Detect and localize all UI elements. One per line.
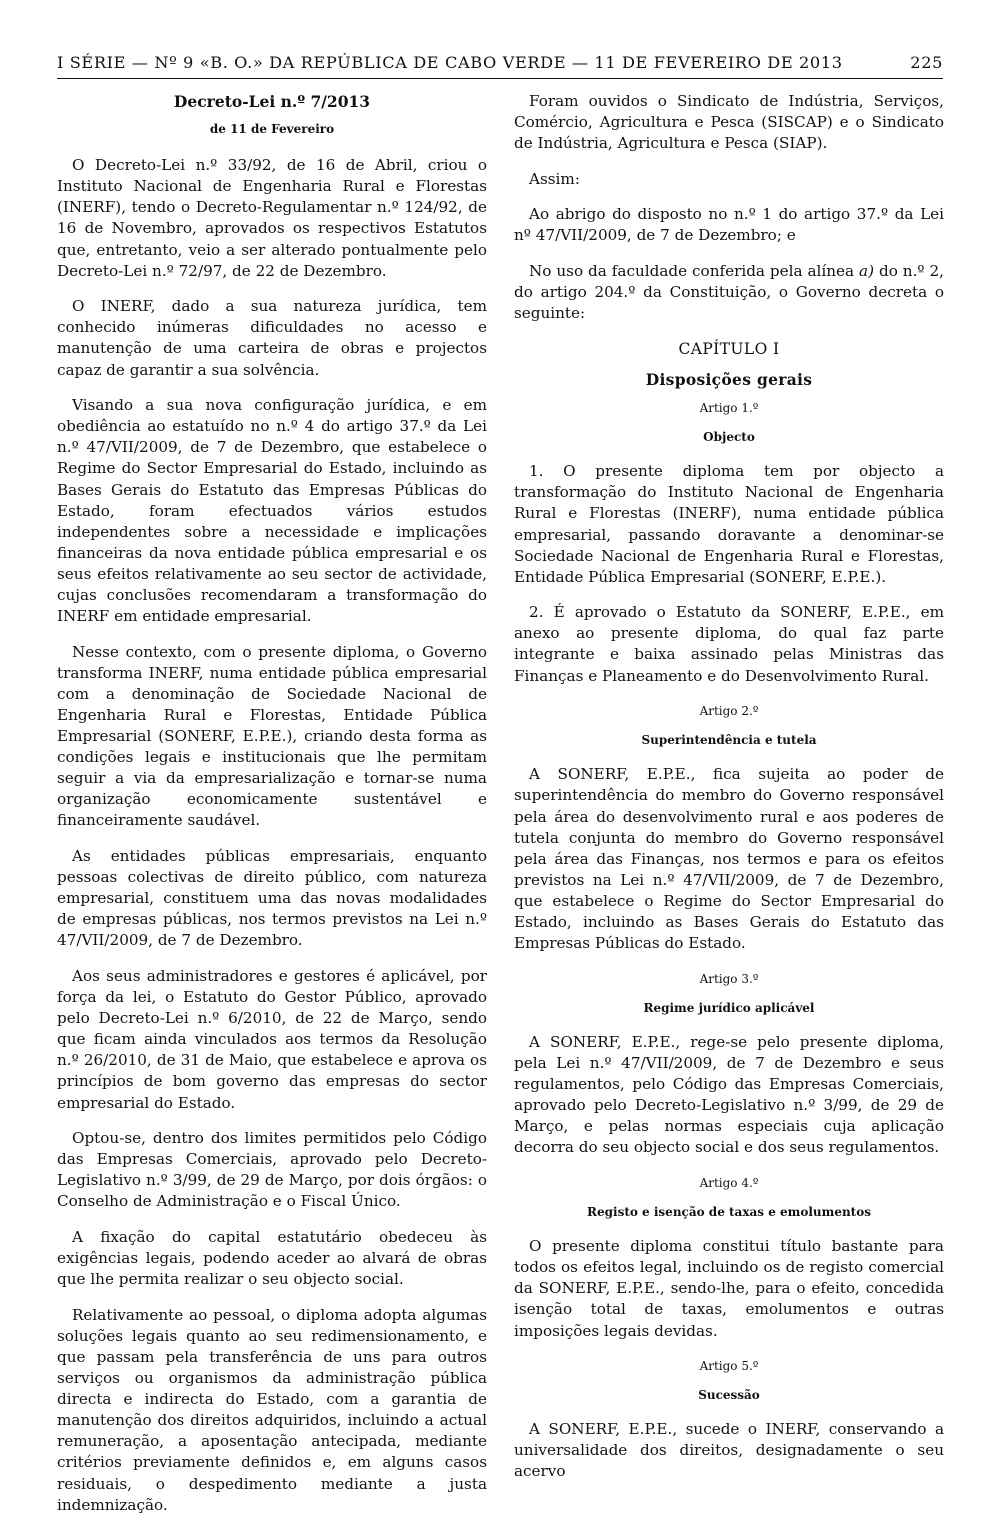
article-paragraph: A SONERF, E.P.E., fica sujeita ao poder de superintendência do membro do Governo responsável pela área do desenvolvimento rural e aos poderes de tutela conjunta do membro do Governo responsável pela área das Finanças, nos termos e para os efeitos previstos na Lei n.º 47/VII/2009, de 7 de Dezembro, que estabelece o Regime do Sector Empresarial do Estado, incluindo as Bases Gerais do Estatuto das Empresas Públicas do Estado. xyxy=(514,765,944,953)
article-paragraph: 1. O presente diploma tem por objecto a transformação do Instituto Nacional de Engenharia Rural e Florestas (INERF), numa entidade pública empresarial, passando doravante a denominar-se Sociedade Nacional de Engenharia Rural e Florestas, Entidade Pública Empresarial (SONERF, E.P.E.). xyxy=(514,462,944,586)
article-paragraph: A SONERF, E.P.E., rege-se pelo presente diploma, pela Lei n.º 47/VII/2009, de 7 de Dezembro e seus regulamentos, pelo Código das Empresas Comerciais, aprovado pelo Decreto-Legislativo n.º 3/99, de 29 de Março, e pelas normas especiais cuja aplicação decorra do seu objecto social e dos seus regulamentos. xyxy=(514,1032,944,1157)
article-title: Objecto xyxy=(703,430,755,445)
chapter-heading: CAPÍTULO I xyxy=(678,339,780,358)
uso-text-after: do n.º 2, do artigo 204.º da Constituição, o Governo decreta o seguinte: xyxy=(514,262,944,323)
article-label: Artigo 5.º xyxy=(699,1359,759,1374)
article-paragraph: A SONERF, E.P.E., sucede o INERF, conservando a universalidade dos direitos, designadamente o seu acervo xyxy=(514,1420,944,1481)
preamble-paragraph: O INERF, dado a sua natureza jurídica, tem conhecido inúmeras dificuldades no acesso e manutenção de uma carteira de obras e projectos capaz de garantir a sua solvência. xyxy=(57,297,487,379)
article-title: Sucessão xyxy=(698,1388,760,1403)
preamble-paragraph: Aos seus administradores e gestores é aplicável, por força da lei, o Estatuto do Gestor Público, aprovado pelo Decreto-Lei n.º 6/2010, de 22 de Março, sendo que ficam ainda vinculados aos termos da Resolução n.º 26/2010, de 31 de Maio, que estabelece e aprova os princípios de bom governo das empresas do sector empresarial do Estado. xyxy=(57,966,487,1112)
intro-paragraph-uso xyxy=(514,261,944,324)
article-label: Artigo 3.º xyxy=(699,971,759,986)
intro-paragraph: Foram ouvidos o Sindicato de Indústria, Serviços, Comércio, Agricultura e Pesca (SISCAP) e o Sindicato de Indústria, Agricultura e Pesca (SIAP). xyxy=(514,92,944,153)
preamble-paragraph: A fixação do capital estatutário obedeceu às exigências legais, podendo aceder ao alvará de obras que lhe permita realizar o seu objecto social. xyxy=(57,1228,487,1289)
uso-text-before: No uso da faculdade conferida pela alínea xyxy=(529,262,860,281)
article-label: Artigo 1.º xyxy=(699,401,759,416)
article-label: Artigo 2.º xyxy=(699,704,759,719)
decree-title: Decreto-Lei n.º 7/2013 xyxy=(173,92,371,111)
preamble-paragraph: Visando a sua nova configuração jurídica, e em obediência ao estatuído no n.º 4 do artigo 37.º da Lei n.º 47/VII/2009, de 7 de Dezembro, que estabelece o Regime do Sector Empresarial do Estado, incluindo as Bases Gerais do Estatuto das Empresas Públicas do Estado, foram efectuados vários estudos independentes sobre a necessidade e implicações financeiras da nova entidade pública empresarial e os seus efeitos relativamente ao seu sector de actividade, cujas conclusões recomendaram a transformação do INERF em entidade empresarial. xyxy=(57,396,487,626)
decree-date: de 11 de Fevereiro xyxy=(209,122,335,137)
article-title: Registo e isenção de taxas e emolumentos xyxy=(587,1205,871,1220)
left-column xyxy=(57,91,487,1530)
preamble-paragraph: O Decreto-Lei n.º 33/92, de 16 de Abril, criou o Instituto Nacional de Engenharia Rural e Florestas (INERF), tendo o Decreto-Regulamentar n.º 124/92, de 16 de Novembro, aprovados os respectivos Estatutos que, entretanto, veio a ser alterado pontualmente pelo Decreto-Lei n.º 72/97, de 22 de Dezembro. xyxy=(57,156,487,280)
preamble-paragraph: Relativamente ao pessoal, o diploma adopta algumas soluções legais quanto ao seu redimensionamento, e que passam pela transferência de uns para outros serviços ou organismos da administração pública directa e indirecta do Estado, com a garantia de manutenção dos direitos adquiridos, incluindo a actual remuneração, a aposentação antecipada, mediante critérios previamente definidos e, em alguns casos residuais, o despedimento mediante a justa indemnização. xyxy=(57,1305,487,1514)
page-header xyxy=(57,50,943,79)
article-paragraph: O presente diploma constitui título bastante para todos os efeitos legal, incluindo os de registo comercial da SONERF, E.P.E., sendo-lhe, para o efeito, concedida isenção total de taxas, emolumentos e outras imposições legais devidas. xyxy=(514,1237,944,1340)
article-title: Superintendência e tutela xyxy=(641,733,817,748)
page-number: 225 xyxy=(910,53,943,72)
intro-paragraph: Assim: xyxy=(529,169,580,188)
intro-paragraph: Ao abrigo do disposto no n.º 1 do artigo 37.º da Lei nº 47/VII/2009, de 7 de Dezembro; e xyxy=(514,205,944,245)
preamble-paragraph: Optou-se, dentro dos limites permitidos pelo Código das Empresas Comerciais, aprovado pelo Decreto-Legislativo n.º 3/99, de 29 de Março, por dois órgãos: o Conselho de Administração e o Fiscal Único. xyxy=(57,1129,487,1211)
uso-text-italic: a) xyxy=(859,262,875,281)
preamble-paragraph: Nesse contexto, com o presente diploma, o Governo transforma INERF, numa entidade pública empresarial com a denominação de Sociedade Nacional de Engenharia Rural e Florestas, Entidade Pública Empresarial (SONERF, E.P.E.), criando desta forma as condições legais e institucionais que lhe permitam seguir a via da empresarialização e tornar-se numa organização economicamente sustentável e financeiramente saudável. xyxy=(57,642,487,830)
article-label: Artigo 4.º xyxy=(699,1175,759,1190)
preamble-paragraph: As entidades públicas empresariais, enquanto pessoas colectivas de direito público, com natureza empresarial, constituem uma das novas modalidades de empresas públicas, nos termos previstos na Lei n.º 47/VII/2009, de 7 de Dezembro. xyxy=(57,847,487,950)
section-heading: Disposições gerais xyxy=(645,369,813,389)
article-title: Regime jurídico aplicável xyxy=(643,1000,815,1015)
header-title: I SÉRIE — Nº 9 «B. O.» DA REPÚBLICA DE CABO VERDE — 11 DE FEVEREIRO DE 2013 xyxy=(57,53,843,72)
article-paragraph: 2. É aprovado o Estatuto da SONERF, E.P.E., em anexo ao presente diploma, do qual faz parte integrante e baixa assinado pelas Ministras das Finanças e Planeamento e do Desenvolvimento Rural. xyxy=(514,603,944,685)
right-column xyxy=(514,91,944,1497)
